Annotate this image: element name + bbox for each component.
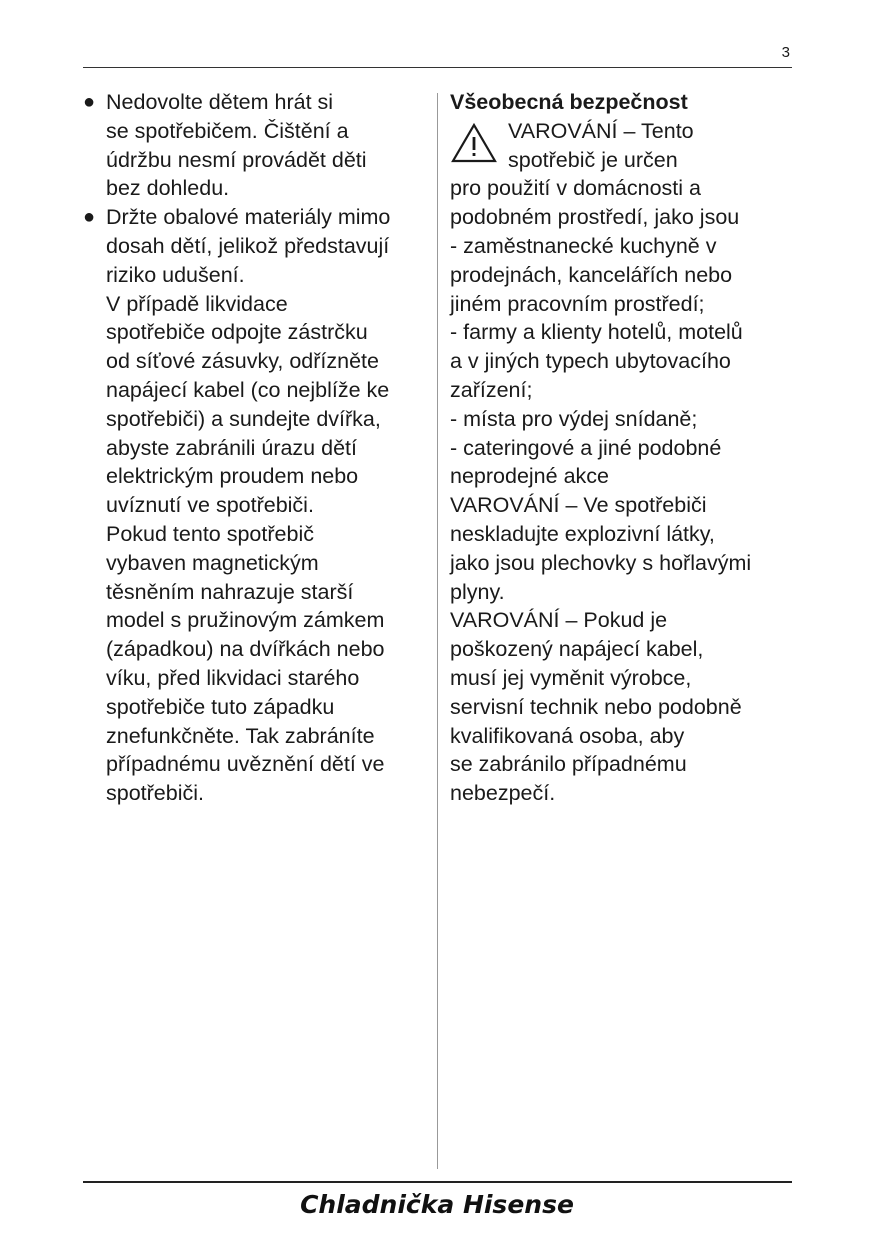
bullet-icon: ● — [83, 206, 96, 229]
bullet-item-packaging — [83, 203, 425, 289]
text-line: spotřebiči. — [106, 781, 204, 806]
text-line: poškozený napájecí kabel, — [450, 637, 704, 662]
text-line: VAROVÁNÍ – Ve spotřebiči — [450, 493, 707, 518]
text-line: od síťové zásuvky, odřízněte — [106, 349, 379, 374]
text-line: - farmy a klienty hotelů, motelů — [450, 320, 743, 345]
text-line: (západkou) na dvířkách nebo — [106, 637, 385, 662]
text-line: spotřebiče tuto západku — [106, 694, 335, 719]
text-line: nebezpečí. — [450, 781, 556, 806]
warning-explosives — [450, 491, 790, 606]
text-line: neprodejné akce — [450, 464, 609, 489]
text-line: - cateringové a jiné podobné — [450, 435, 722, 460]
text-line: VAROVÁNÍ – Pokud je — [450, 608, 668, 633]
warning-power-cable — [450, 606, 790, 808]
text-line: těsněním nahrazuje starší — [106, 579, 354, 604]
text-line: - zaměstnanecké kuchyně v — [450, 233, 717, 258]
text-line: zařízení; — [450, 377, 533, 402]
text-line: údržbu nesmí provádět děti — [106, 147, 367, 172]
text-line: Držte obalové materiály mimo — [106, 205, 391, 230]
text-line: napájecí kabel (co nejblíže ke — [106, 377, 390, 402]
footer-title: Chladnička Hisense — [300, 1190, 574, 1219]
text-line: dosah dětí, jelikož představují — [106, 233, 390, 258]
text-line: se zabránilo případnému — [450, 752, 687, 777]
column-divider — [437, 93, 438, 1169]
text-line: riziko udušení. — [106, 262, 245, 287]
bullet-item-children-play — [83, 88, 425, 203]
text-line: pro použití v domácnosti a — [450, 176, 701, 201]
text-line: spotřebič je určen — [508, 147, 678, 172]
text-line: a v jiných typech ubytovacího — [450, 349, 731, 374]
text-line: spotřebiče odpojte zástrčku — [106, 320, 368, 345]
bullet-icon: ● — [83, 91, 96, 113]
section-title: Všeobecná bezpečnost — [450, 90, 688, 114]
text-line: kvalifikovaná osoba, aby — [450, 723, 685, 748]
text-line: uvíznutí ve spotřebiči. — [106, 493, 314, 518]
text-line: prodejnách, kancelářích nebo — [450, 262, 733, 287]
text-line: víku, před likvidaci starého — [106, 665, 360, 690]
text-line: bez dohledu. — [106, 176, 230, 201]
text-line: Nedovolte dětem hrát si — [106, 90, 334, 114]
bottom-rule — [83, 1181, 792, 1183]
warning-triangle-icon — [450, 122, 498, 164]
text-line: VAROVÁNÍ – Tento — [508, 118, 694, 143]
top-rule — [83, 67, 792, 68]
text-line: Pokud tento spotřebič — [106, 521, 314, 546]
right-column — [450, 88, 790, 808]
text-line: se spotřebičem. Čištění a — [106, 118, 349, 143]
text-line: model s pružinovým zámkem — [106, 608, 385, 633]
text-line: plyny. — [450, 579, 505, 604]
text-line: V případě likvidace — [106, 291, 288, 316]
text-line: neskladujte explozivní látky, — [450, 521, 715, 546]
warning-header — [450, 117, 790, 175]
paragraph-disposal — [83, 290, 425, 520]
left-column — [83, 88, 425, 808]
text-line: znefunkčněte. Tak zabráníte — [106, 723, 375, 748]
page-number: 3 — [781, 44, 790, 61]
text-line: vybaven magnetickým — [106, 550, 319, 575]
text-line: případnému uvěznění dětí ve — [106, 752, 385, 777]
warning-usage-body — [450, 174, 790, 491]
text-line: podobném prostředí, jako jsou — [450, 205, 740, 230]
text-line: - místa pro výdej snídaně; — [450, 406, 698, 431]
text-line: jako jsou plechovky s hořlavými — [450, 550, 752, 575]
text-line: jiném pracovním prostředí; — [450, 291, 705, 316]
text-line: servisní technik nebo podobně — [450, 694, 742, 719]
text-line: abyste zabránili úrazu dětí — [106, 435, 357, 460]
text-line: spotřebiči) a sundejte dvířka, — [106, 406, 381, 431]
text-line: musí jej vyměnit výrobce, — [450, 665, 692, 690]
text-line: elektrickým proudem nebo — [106, 464, 359, 489]
paragraph-magnetic-seal — [83, 520, 425, 808]
